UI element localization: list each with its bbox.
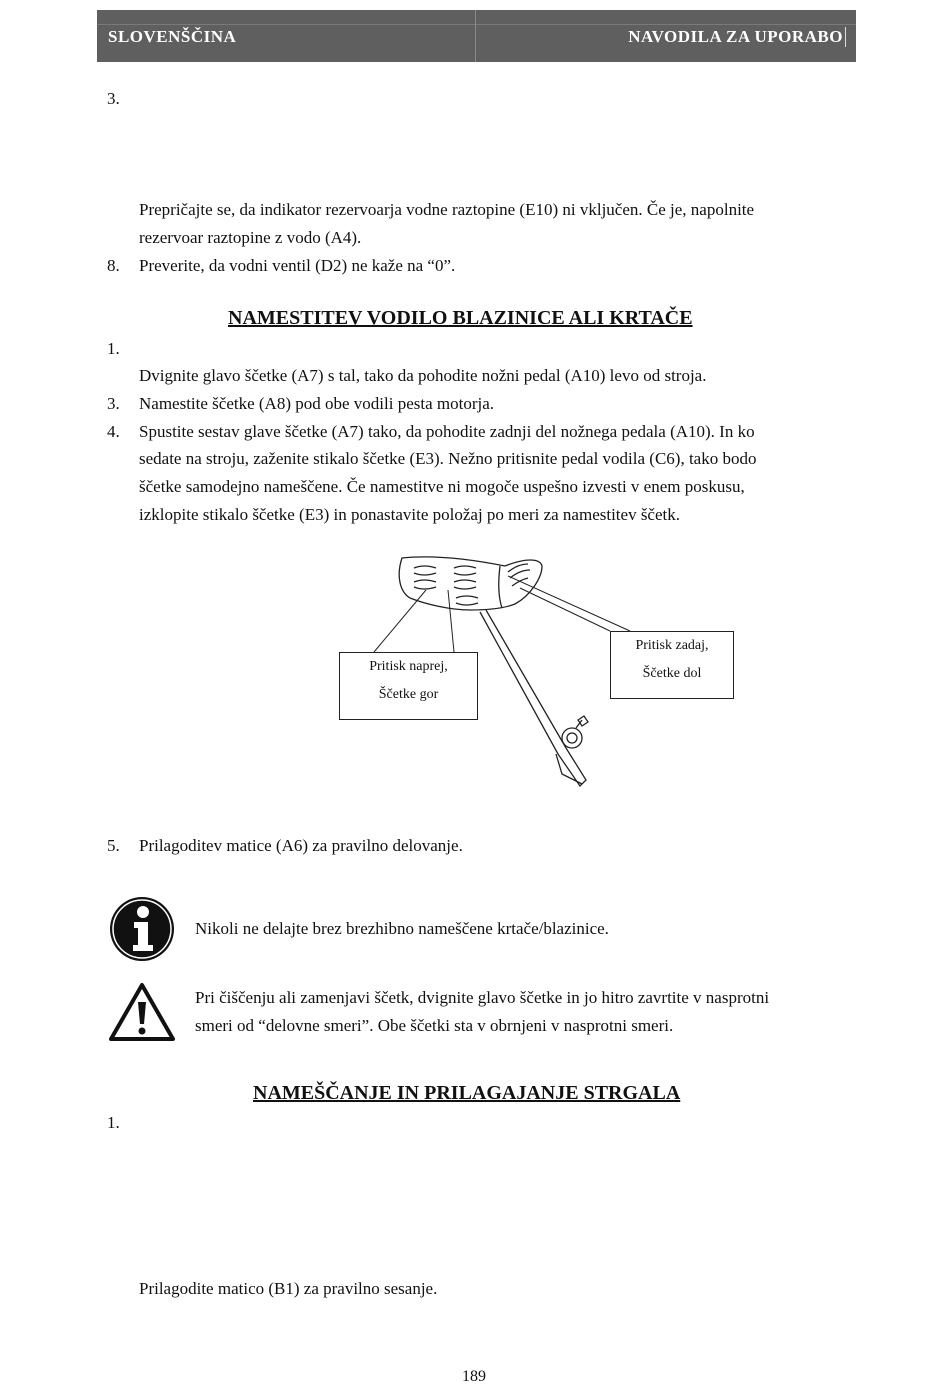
list-item-text: Prilagoditev matice (A6) za pravilno delovanje.	[139, 836, 463, 855]
list-number: 3.	[107, 394, 120, 413]
paragraph-line: Prilagodite matico (B1) za pravilno sesanje.	[139, 1279, 438, 1298]
warning-icon	[108, 982, 176, 1042]
header-title: NAVODILA ZA UPORABO	[628, 27, 846, 47]
header-rule	[97, 24, 856, 25]
callout-line: Ščetke dol	[642, 666, 702, 681]
list-item-line: ščetke samodejno nameščene. Če namestitve ni mogoče uspešno izvesti v enem poskusu,	[139, 477, 745, 496]
list-number: 5.	[107, 836, 120, 855]
callout-line: Pritisk zadaj,	[635, 638, 709, 653]
callout-line: Pritisk naprej,	[369, 659, 448, 674]
list-item-line: Spustite sestav glave ščetke (A7) tako, da pohodite zadnji del nožnega pedala (A10). In ko	[139, 422, 755, 441]
list-number: 8.	[107, 256, 120, 275]
header-divider	[475, 10, 476, 62]
list-number: 4.	[107, 422, 120, 441]
page-header	[97, 10, 856, 62]
section-heading: NAMEŠČANJE IN PRILAGAJANJE STRGALA	[253, 1082, 681, 1104]
info-icon	[108, 895, 176, 963]
warning-line: smeri od “delovne smeri”. Obe ščetki sta v obrnjeni v nasprotni smeri.	[195, 1016, 674, 1035]
list-item-line: izklopite stikalo ščetke (E3) in ponastavite položaj po meri za namestitev ščetk.	[139, 505, 680, 524]
header-language: SLOVENŠČINA	[108, 27, 237, 46]
list-number: 1.	[107, 339, 120, 358]
list-item-text: Namestite ščetke (A8) pod obe vodili pesta motorja.	[139, 394, 495, 413]
section-heading: NAMESTITEV VODILO BLAZINICE ALI KRTAČE	[228, 307, 693, 329]
callout-press-back	[610, 631, 734, 699]
paragraph-line: Prepričajte se, da indikator rezervoarja vodne raztopine (E10) ni vključen. Če je, napolnite	[139, 200, 755, 219]
page-number: 189	[462, 1368, 486, 1385]
list-number: 3.	[107, 89, 120, 108]
callout-press-forward	[339, 652, 478, 720]
paragraph-line: rezervoar raztopine z vodo (A4).	[139, 228, 362, 247]
list-item-line: sedate na stroju, zaženite stikalo ščetke (E3). Nežno pritisnite pedal vodila (C6), tako bodo	[139, 449, 757, 468]
list-item-text: Preverite, da vodni ventil (D2) ne kaže na “0”.	[139, 256, 456, 275]
callout-line: Ščetke gor	[378, 687, 439, 702]
list-number: 1.	[107, 1113, 120, 1132]
info-note-text: Nikoli ne delajte brez brezhibno nameščene krtače/blazinice.	[195, 919, 609, 938]
warning-line: Pri čiščenju ali zamenjavi ščetk, dvignite glavo ščetke in jo hitro zavrtite v nasprotni	[195, 988, 770, 1007]
paragraph-line: Dvignite glavo ščetke (A7) s tal, tako da pohodite nožni pedal (A10) levo od stroja.	[139, 366, 707, 385]
